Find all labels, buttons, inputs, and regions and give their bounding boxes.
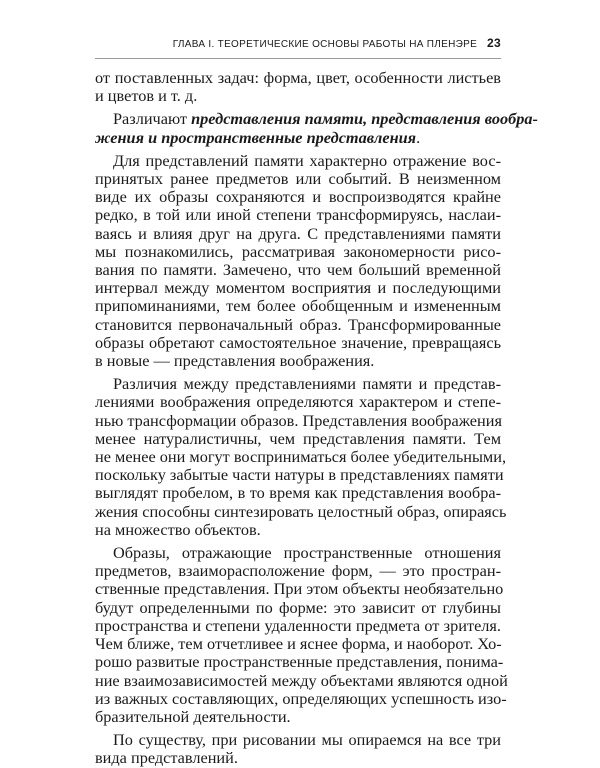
- text-line: нью трансформации образов. Представления воображения: [95, 410, 502, 430]
- text-line: ние взаимозависимостей между объектами являются одной: [95, 670, 508, 690]
- text-line: бразительной деятельности.: [95, 706, 291, 726]
- text-run: Различают: [113, 109, 192, 129]
- running-head: [95, 36, 501, 50]
- text-line: интервал между моментом восприятия и последующими: [95, 278, 501, 298]
- text-line: Для представлений памяти характерно отражение вос-: [113, 150, 501, 170]
- text-line: [95, 109, 538, 129]
- body-text: [95, 68, 538, 768]
- text-line: становится первоначальный образ. Трансформированные: [95, 314, 501, 334]
- emphasized-term: жения и пространственные представления: [95, 127, 417, 147]
- text-line: выглядят пробелом, в то время как представления вообра-: [95, 483, 501, 503]
- text-line: ственные представления. При этом объекты необязательно: [95, 579, 504, 599]
- text-line: образы обретают самостоятельное значение, превращаясь: [95, 332, 501, 352]
- text-line: принятых ранее предметов или событий. В неизменном: [95, 169, 501, 189]
- text-line: жения способны синтезировать целостный образ, опираясь: [95, 501, 507, 521]
- text-line: в новые — представления воображения.: [95, 351, 375, 371]
- text-line: предметов, взаиморасположение форм, — это простран-: [95, 561, 501, 581]
- text-line: из важных составляющих, определяющих успешность изо-: [95, 688, 507, 708]
- text-line: Различия между представлениями памяти и представ-: [113, 374, 501, 394]
- text-line: рошо развитые пространственные представления, понима-: [95, 652, 504, 672]
- page-number: 23: [487, 36, 501, 50]
- text-line: ваясь и влияя друг на друга. С представлениями памяти: [95, 223, 501, 243]
- paragraph-3: [95, 152, 501, 370]
- text-line: не менее они могут восприниматься более убедительными,: [95, 447, 507, 467]
- text-line: Образы, отражающие пространственные отношения: [113, 543, 501, 563]
- paragraph-4: [95, 374, 507, 539]
- paragraph-6: [95, 731, 501, 767]
- text-line: будут определенными по форме: это зависит от глубины: [95, 597, 501, 617]
- paragraph-2: [95, 109, 538, 147]
- text-line: виде их образы сохраняются и воспроизводятся крайне: [95, 187, 501, 207]
- text-line: мы познакомились, рассматривая закономерности рисо-: [95, 241, 501, 261]
- text-line: лениями воображения определяются характером и степе-: [95, 392, 501, 412]
- emphasized-term: представления памяти, представления вообра-: [191, 109, 538, 129]
- text-line: припоминаниями, тем более обобщенным и измененным: [95, 296, 501, 316]
- text-line: По существу, при рисовании мы опираемся на все три: [113, 730, 501, 750]
- text-line: [95, 129, 501, 147]
- text-run: .: [416, 127, 421, 147]
- text-line: от поставленных задач: форма, цвет, особенности листьев: [95, 68, 501, 87]
- text-line: на множество объектов.: [95, 519, 261, 539]
- text-line: поскольку забытые части натуры в представлениях памяти: [95, 465, 504, 485]
- paragraph-5: [95, 543, 508, 726]
- text-line: вида представлений.: [95, 748, 238, 768]
- header-rule: [95, 58, 501, 59]
- text-line: Чем ближе, тем отчетливее и яснее форма, и наоборот. Хо-: [95, 634, 502, 654]
- paragraph-1: [95, 69, 501, 105]
- chapter-title: ГЛАВА I. ТЕОРЕТИЧЕСКИЕ ОСНОВЫ РАБОТЫ НА ПЛЕНЭРЕ: [172, 39, 478, 50]
- text-line: менее натуралистичны, чем представления памяти. Тем: [95, 428, 501, 448]
- text-line: пространства и степени удаленности предмета от зрителя.: [95, 615, 501, 635]
- text-line: и цветов и т. д.: [95, 86, 198, 106]
- text-line: вания по памяти. Замечено, что чем больший временной: [95, 260, 501, 280]
- text-line: редко, в той или иной степени трансформируясь, наслаи-: [95, 205, 501, 225]
